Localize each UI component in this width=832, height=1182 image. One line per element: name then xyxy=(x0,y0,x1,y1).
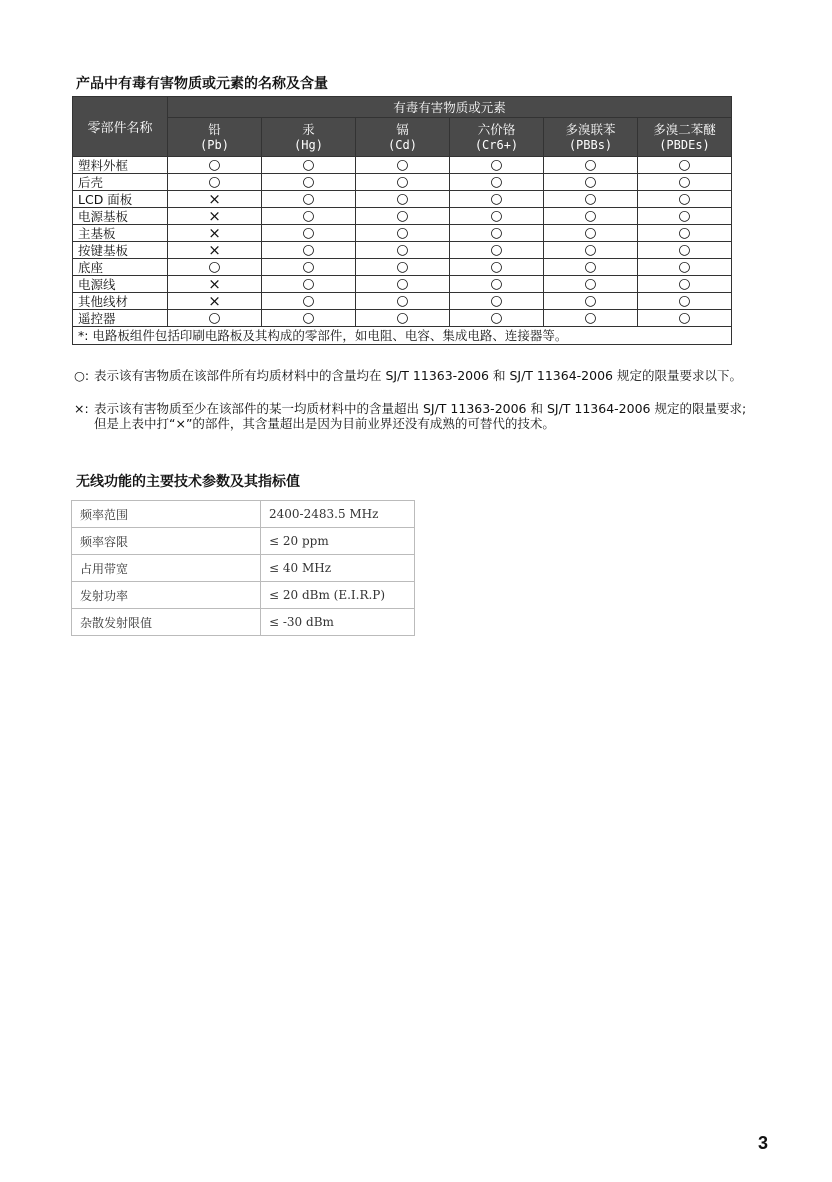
substance-mark-cell xyxy=(544,310,638,327)
substance-mark-cell xyxy=(168,259,262,276)
substance-mark-cell xyxy=(262,191,356,208)
substance-mark-cell xyxy=(544,157,638,174)
substance-mark-cell xyxy=(544,225,638,242)
circle-mark-icon: ○ xyxy=(490,225,503,241)
substance-mark-cell xyxy=(356,225,450,242)
substance-group-header: 有毒有害物质或元素 xyxy=(168,97,732,118)
substance-mark-cell xyxy=(638,276,732,293)
part-name-cell: 遥控器 xyxy=(73,310,168,327)
circle-mark-icon: ○ xyxy=(584,276,597,292)
circle-mark-icon: ○ xyxy=(678,276,691,292)
circle-mark-icon: ○ xyxy=(396,157,409,173)
substance-mark-cell xyxy=(450,310,544,327)
circle-mark-icon: ○ xyxy=(396,293,409,309)
circle-mark-icon: ○ xyxy=(302,242,315,258)
substance-header: 铅 (Pb) xyxy=(168,118,262,157)
circle-mark-icon: ○ xyxy=(584,157,597,173)
substance-mark-cell xyxy=(450,259,544,276)
part-name-cell: 电源线 xyxy=(73,276,168,293)
substance-header: 六价铬 (Cr6+) xyxy=(450,118,544,157)
substance-mark-cell xyxy=(356,293,450,310)
substance-header: 多溴联苯 (PBBs) xyxy=(544,118,638,157)
part-name-header: 零部件名称 xyxy=(73,97,168,157)
hazard-table-title: 产品中有毒有害物质或元素的名称及含量 xyxy=(76,76,328,92)
circle-mark-icon: ○ xyxy=(678,191,691,207)
circle-mark-icon: ○ xyxy=(490,276,503,292)
substance-mark-cell xyxy=(356,259,450,276)
circle-mark-icon: ○ xyxy=(678,242,691,258)
circle-mark-icon: ○ xyxy=(302,208,315,224)
substance-mark-cell xyxy=(450,157,544,174)
substance-mark-cell xyxy=(262,208,356,225)
substance-mark-cell xyxy=(450,208,544,225)
circle-mark-icon: ○ xyxy=(490,174,503,190)
table-row xyxy=(73,242,732,259)
part-name-cell: 按键基板 xyxy=(73,242,168,259)
substance-mark-cell xyxy=(544,242,638,259)
hazardous-substances-table xyxy=(72,96,732,345)
substance-header: 汞 (Hg) xyxy=(262,118,356,157)
table-row xyxy=(73,276,732,293)
circle-mark-icon: ○ xyxy=(396,276,409,292)
substance-mark-cell xyxy=(450,242,544,259)
table-row xyxy=(73,310,732,327)
circle-mark-icon: ○ xyxy=(302,293,315,309)
substance-mark-cell xyxy=(168,157,262,174)
param-value-cell: ≤ 40 MHz xyxy=(261,555,415,582)
substance-mark-cell xyxy=(638,310,732,327)
substance-mark-cell xyxy=(356,157,450,174)
circle-mark-icon: ○ xyxy=(490,157,503,173)
part-name-cell: LCD 面板 xyxy=(73,191,168,208)
substance-mark-cell xyxy=(356,276,450,293)
hazard-table-footnote: *: 电路板组件包括印刷电路板及其构成的零部件，如电阻、电容、集成电路、连接器等。 xyxy=(73,327,732,345)
substance-mark-cell xyxy=(168,276,262,293)
circle-mark-icon: ○ xyxy=(302,259,315,275)
substance-mark-cell xyxy=(168,208,262,225)
param-value-cell: 2400-2483.5 MHz xyxy=(261,501,415,528)
substance-mark-cell xyxy=(356,310,450,327)
substance-mark-cell xyxy=(638,293,732,310)
circle-mark-icon: ○ xyxy=(396,242,409,258)
table-row xyxy=(73,208,732,225)
substance-mark-cell xyxy=(262,293,356,310)
cross-mark-icon: × xyxy=(208,240,221,259)
cross-mark-icon: × xyxy=(208,274,221,293)
page-number: 3 xyxy=(758,1133,769,1153)
substance-mark-cell xyxy=(450,276,544,293)
substance-mark-cell xyxy=(638,225,732,242)
circle-mark-icon: ○ xyxy=(302,310,315,326)
substance-mark-cell xyxy=(262,259,356,276)
table-row xyxy=(73,259,732,276)
table-row xyxy=(73,225,732,242)
table-row xyxy=(73,157,732,174)
circle-mark-icon: ○ xyxy=(396,259,409,275)
substance-mark-cell xyxy=(544,276,638,293)
substance-mark-cell xyxy=(450,174,544,191)
table-row xyxy=(72,501,415,528)
circle-mark-icon: ○ xyxy=(584,225,597,241)
substance-mark-cell xyxy=(544,174,638,191)
circle-mark-icon: ○ xyxy=(208,174,221,190)
substance-mark-cell xyxy=(262,310,356,327)
circle-mark-icon: ○ xyxy=(208,310,221,326)
part-name-cell: 其他线材 xyxy=(73,293,168,310)
substance-mark-cell xyxy=(168,191,262,208)
circle-mark-icon: ○: xyxy=(74,368,90,383)
param-name-cell: 发射功率 xyxy=(72,582,261,609)
circle-mark-icon: ○ xyxy=(208,259,221,275)
circle-mark-icon: ○ xyxy=(208,157,221,173)
note-cross-text: 表示该有害物质至少在该部件的某一均质材料中的含量超出 SJ/T 11363-2006 和 SJ/T 11364-2006 规定的限量要求;但是上表中打“×”的部件，其含量超出是因为目前业界还没有成熟的可替代的技术。 xyxy=(94,401,747,431)
circle-mark-icon: ○ xyxy=(302,191,315,207)
circle-mark-icon: ○ xyxy=(490,310,503,326)
circle-mark-icon: ○ xyxy=(584,208,597,224)
part-name-cell: 底座 xyxy=(73,259,168,276)
substance-mark-cell xyxy=(262,157,356,174)
circle-mark-icon: ○ xyxy=(396,208,409,224)
circle-mark-icon: ○ xyxy=(584,310,597,326)
param-name-cell: 占用带宽 xyxy=(72,555,261,582)
substance-mark-cell xyxy=(544,259,638,276)
cross-mark-icon: × xyxy=(208,223,221,242)
substance-mark-cell xyxy=(168,310,262,327)
substance-mark-cell xyxy=(450,225,544,242)
circle-mark-icon: ○ xyxy=(302,157,315,173)
circle-mark-icon: ○ xyxy=(490,191,503,207)
circle-mark-icon: ○ xyxy=(302,174,315,190)
substance-mark-cell xyxy=(450,191,544,208)
circle-mark-icon: ○ xyxy=(490,259,503,275)
substance-mark-cell xyxy=(168,242,262,259)
circle-mark-icon: ○ xyxy=(302,276,315,292)
circle-mark-icon: ○ xyxy=(584,242,597,258)
part-name-cell: 后壳 xyxy=(73,174,168,191)
circle-mark-icon: ○ xyxy=(678,310,691,326)
substance-header: 多溴二苯醚 (PBDEs) xyxy=(638,118,732,157)
substance-mark-cell xyxy=(168,225,262,242)
circle-mark-icon: ○ xyxy=(490,293,503,309)
substance-mark-cell xyxy=(544,208,638,225)
circle-mark-icon: ○ xyxy=(396,310,409,326)
substance-mark-cell xyxy=(638,191,732,208)
substance-mark-cell xyxy=(262,174,356,191)
circle-mark-icon: ○ xyxy=(678,293,691,309)
table-row xyxy=(72,609,415,636)
circle-mark-icon: ○ xyxy=(396,191,409,207)
substance-mark-cell xyxy=(544,293,638,310)
wireless-params-table xyxy=(71,500,415,636)
part-name-cell: 塑料外框 xyxy=(73,157,168,174)
circle-mark-icon: ○ xyxy=(678,208,691,224)
substance-mark-cell xyxy=(638,242,732,259)
param-name-cell: 频率范围 xyxy=(72,501,261,528)
param-name-cell: 杂散发射限值 xyxy=(72,609,261,636)
substance-mark-cell xyxy=(356,242,450,259)
substance-mark-cell xyxy=(262,242,356,259)
circle-mark-icon: ○ xyxy=(584,259,597,275)
table-row xyxy=(72,528,415,555)
param-name-cell: 频率容限 xyxy=(72,528,261,555)
substance-mark-cell xyxy=(638,174,732,191)
circle-mark-icon: ○ xyxy=(490,242,503,258)
substance-mark-cell xyxy=(168,174,262,191)
circle-mark-icon: ○ xyxy=(678,259,691,275)
circle-mark-icon: ○ xyxy=(396,225,409,241)
cross-mark-icon: × xyxy=(208,206,221,225)
cross-mark-icon: × xyxy=(208,189,221,208)
param-value-cell: ≤ 20 ppm xyxy=(261,528,415,555)
substance-mark-cell xyxy=(262,276,356,293)
substance-mark-cell xyxy=(356,191,450,208)
table-row xyxy=(73,191,732,208)
substance-mark-cell xyxy=(544,191,638,208)
substance-mark-cell xyxy=(638,157,732,174)
substance-mark-cell xyxy=(356,174,450,191)
substance-mark-cell xyxy=(356,208,450,225)
circle-mark-icon: ○ xyxy=(678,157,691,173)
substance-mark-cell xyxy=(450,293,544,310)
substance-header: 镉 (Cd) xyxy=(356,118,450,157)
hazard-table-body xyxy=(73,157,732,327)
note-circle xyxy=(74,368,754,383)
circle-mark-icon: ○ xyxy=(678,174,691,190)
part-name-cell: 主基板 xyxy=(73,225,168,242)
substance-mark-cell xyxy=(168,293,262,310)
circle-mark-icon: ○ xyxy=(584,191,597,207)
substance-mark-cell xyxy=(638,208,732,225)
table-row xyxy=(72,555,415,582)
wireless-params-title: 无线功能的主要技术参数及其指标值 xyxy=(76,474,300,490)
substance-mark-cell xyxy=(638,259,732,276)
note-circle-text: 表示该有害物质在该部件所有均质材料中的含量均在 SJ/T 11363-2006 和 SJ/T 11364-2006 规定的限量要求以下。 xyxy=(94,368,742,383)
table-row xyxy=(73,293,732,310)
substance-mark-cell xyxy=(262,225,356,242)
circle-mark-icon: ○ xyxy=(396,174,409,190)
circle-mark-icon: ○ xyxy=(584,293,597,309)
circle-mark-icon: ○ xyxy=(302,225,315,241)
param-value-cell: ≤ -30 dBm xyxy=(261,609,415,636)
part-name-cell: 电源基板 xyxy=(73,208,168,225)
cross-mark-icon: × xyxy=(208,291,221,310)
table-row xyxy=(73,174,732,191)
table-row xyxy=(72,582,415,609)
circle-mark-icon: ○ xyxy=(584,174,597,190)
param-value-cell: ≤ 20 dBm (E.I.R.P) xyxy=(261,582,415,609)
circle-mark-icon: ○ xyxy=(678,225,691,241)
cross-mark-icon: ×: xyxy=(74,401,89,416)
note-cross xyxy=(74,401,754,431)
circle-mark-icon: ○ xyxy=(490,208,503,224)
